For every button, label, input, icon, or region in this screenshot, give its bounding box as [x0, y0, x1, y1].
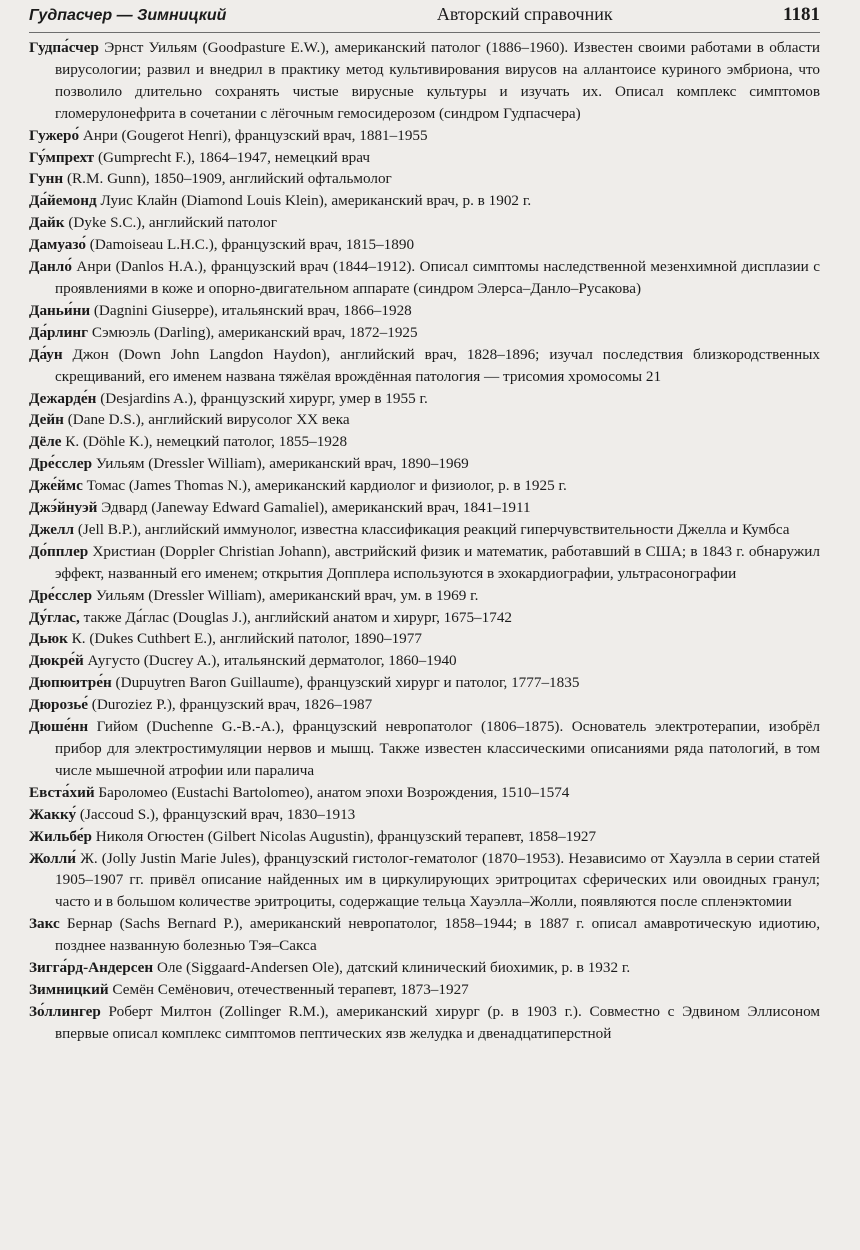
- entry-text: Томас (James Thomas N.), американский кардиолог и физиолог, р. в 1925 г.: [82, 477, 567, 495]
- dictionary-entry: [29, 607, 820, 629]
- dictionary-entry: [29, 431, 820, 453]
- dictionary-entry: [29, 804, 820, 826]
- entry-headword: Дюше́нн: [29, 718, 89, 736]
- entry-text: Анри (Danlos H.A.), французский врач (1844–1912). Описал симптомы наследственной мезенхимной дисплазии с проявлениями в коже и опорно-двигательном аппарате (синдром Элерса–Данло–Русакова): [55, 258, 820, 297]
- entry-text: Роберт Милтон (Zollinger R.M.), американский хирург (р. в 1903 г.). Совместно с Эдвином Эллисоном впервые описал комплекс симптомов пептических язв желудка и двенадцатиперстной: [55, 1002, 820, 1042]
- entry-text: Гийом (Duchenne G.-B.-A.), французский невропатолог (1806–1875). Основатель электротерапии, изобрёл прибор для электростимуляции нервов и мышц. Также известен классическими описаниями ряда патологий, в том числе мышечной атрофии или паралича: [55, 718, 820, 779]
- entry-headword: Да́рлинг: [29, 323, 89, 341]
- entry-text: (Damoiseau L.H.C.), французский врач, 1815–1890: [85, 236, 415, 254]
- dictionary-entry: [29, 672, 820, 694]
- entry-headword: Дюпюитре́н: [29, 674, 112, 692]
- entry-headword: Евста́хий: [29, 783, 95, 801]
- dictionary-entry: [29, 212, 820, 234]
- entry-headword: Гужеро́: [29, 126, 80, 144]
- entry-headword: Жакку́: [29, 805, 77, 823]
- entry-text: Аугусто (Ducrey A.), итальянский дерматолог, 1860–1940: [83, 652, 457, 670]
- entry-headword: Дре́сслер: [29, 455, 93, 473]
- entry-headword: Данло́: [29, 258, 72, 276]
- dictionary-entry: [29, 848, 820, 914]
- entry-headword: Зимницкий: [29, 980, 109, 998]
- dictionary-entry: [29, 497, 820, 519]
- dictionary-entry: [29, 147, 820, 169]
- entry-text: (Jell B.P.), английский иммунолог, известна классификация реакций гиперчувствительности Джелла и Кумбса: [74, 520, 790, 538]
- entry-headword: Дре́сслер: [29, 586, 93, 604]
- dictionary-entry: [29, 125, 820, 147]
- dictionary-entry: [29, 234, 820, 256]
- dictionary-entry: [29, 519, 820, 541]
- page-number: 1181: [783, 4, 820, 25]
- entry-text: (Dyke S.C.), английский патолог: [64, 214, 277, 232]
- entry-headword: Зо́ллингер: [29, 1002, 101, 1020]
- entry-text: Уильям (Dressler William), американский врач, ум. в 1969 г.: [92, 586, 479, 604]
- entry-headword: Гудпа́счер: [29, 39, 99, 56]
- entry-headword: Дже́ймс: [29, 477, 83, 495]
- entry-headword: Жолли́: [29, 849, 77, 867]
- entry-text: Семён Семёнович, отечественный терапевт, 1873–1927: [108, 980, 469, 998]
- entry-headword: Закс: [29, 915, 60, 933]
- entry-text: (R.M. Gunn), 1850–1909, английский офтальмолог: [63, 170, 392, 188]
- dictionary-entry: [29, 957, 820, 979]
- dictionary-entry: [29, 300, 820, 322]
- entry-text: Луис Клайн (Diamond Louis Klein), американский врач, р. в 1902 г.: [96, 192, 532, 210]
- dictionary-entry: [29, 541, 820, 585]
- entry-headword: Дьюк: [29, 630, 68, 648]
- entry-text: (Duroziez P.), французский врач, 1826–1987: [87, 696, 373, 714]
- entry-headword: Дейн: [29, 411, 64, 429]
- entry-text: Сэмюэль (Darling), американский врач, 1872–1925: [88, 323, 418, 341]
- entry-headword: Джелл: [29, 520, 75, 538]
- running-head-book-title: Авторский справочник: [436, 4, 613, 24]
- entry-headword: Да́йемонд: [29, 192, 97, 210]
- dictionary-entry: [29, 190, 820, 212]
- dictionary-entry: [29, 344, 820, 388]
- entry-text: Ж. (Jolly Justin Marie Jules), французский гистолог-гематолог (1870–1953). Независимо от Хауэлла в серии статей 1905–1907 гг. привёл описание найденных им в циркулирующих эритроцитах сферических или овоидных гранул; часто и в большом количестве эритроциты, содержащие тельца Хауэлла–Жолли, появляются после спленэктомии: [55, 849, 820, 911]
- dictionary-entry: [29, 782, 820, 804]
- entry-headword: Дамуазо́: [29, 236, 86, 254]
- entry-text: К. (Döhle K.), немецкий патолог, 1855–1928: [61, 433, 348, 451]
- dictionary-entry: [29, 1001, 820, 1045]
- entry-headword: Жильбе́р: [29, 827, 92, 845]
- entry-text: (Dagnini Giuseppe), итальянский врач, 1866–1928: [90, 301, 412, 319]
- dictionary-entry: [29, 453, 820, 475]
- entry-headword: Дайк: [29, 214, 65, 232]
- entry-text: (Desjardins A.), французский хирург, умер в 1955 г.: [96, 389, 428, 407]
- entry-text: Джон (Down John Langdon Haydon), английский врач, 1828–1896; изучал последствия близкородственных скрещиваний, его именем названа тяжёлая врождённая патология — трисомия хромосомы 21: [55, 345, 820, 385]
- entry-text: Бернар (Sachs Bernard P.), американский невропатолог, 1858–1944; в 1887 г. описал амавротическую идиотию, позднее названную болезнью Тэя–Сакса: [55, 915, 820, 955]
- dictionary-entry: [29, 628, 820, 650]
- entry-list: [29, 37, 820, 1045]
- running-head: [29, 4, 820, 33]
- entry-text: (Dupuytren Baron Guillaume), французский хирург и патолог, 1777–1835: [111, 674, 580, 692]
- entry-text: Оле (Siggaard-Andersen Ole), датский клинический биохимик, р. в 1932 г.: [153, 959, 631, 977]
- entry-text: (Jaccoud S.), французский врач, 1830–1913: [76, 805, 356, 823]
- entry-headword: Гунн: [29, 170, 64, 188]
- entry-text: (Gumprecht F.), 1864–1947, немецкий врач: [94, 148, 371, 166]
- entry-headword: До́пплер: [29, 542, 89, 560]
- entry-text: Бароломео (Eustachi Bartolomeo), анатом эпохи Возрождения, 1510–1574: [94, 783, 570, 801]
- entry-headword: Гу́мпрехт: [29, 148, 95, 166]
- entry-headword: Дёле: [29, 433, 62, 451]
- entry-text: Николя Огюстен (Gilbert Nicolas Augustin), французский терапевт, 1858–1927: [91, 827, 597, 845]
- entry-text: Христиан (Doppler Christian Johann), австрийский физик и математик, работавший в США; в 1843 г. обнаружил эффект, названный его именем; открытия Допплера используются в эхокардиографии, ультрасонографии: [55, 542, 820, 582]
- entry-headword: Джэ́йнуэй: [29, 499, 98, 517]
- dictionary-entry: [29, 913, 820, 957]
- dictionary-entry: [29, 168, 820, 190]
- dictionary-entry: [29, 585, 820, 607]
- entry-text: Эдвард (Janeway Edward Gamaliel), американский врач, 1841–1911: [97, 499, 531, 517]
- entry-text: (Dane D.S.), английский вирусолог XX века: [63, 411, 350, 429]
- dictionary-entry: [29, 716, 820, 782]
- entry-headword: Дюрозье́: [29, 696, 88, 714]
- entry-headword: Дежарде́н: [29, 389, 97, 407]
- dictionary-entry: [29, 388, 820, 410]
- entry-headword: Даньи́ни: [29, 301, 91, 319]
- dictionary-entry: [29, 409, 820, 431]
- entry-headword: Зигга́рд-Андерсен: [29, 959, 154, 977]
- entry-text: К. (Dukes Cuthbert E.), английский патолог, 1890–1977: [67, 630, 422, 648]
- entry-text: Уильям (Dressler William), американский врач, 1890–1969: [92, 455, 469, 473]
- dictionary-entry: [29, 979, 820, 1001]
- entry-text: также Да́глас (Douglas J.), английский анатом и хирург, 1675–1742: [79, 608, 513, 626]
- dictionary-entry: [29, 650, 820, 672]
- entry-text: Анри (Gougerot Henri), французский врач, 1881–1955: [79, 126, 428, 144]
- entry-headword: Ду́глас,: [29, 608, 80, 626]
- entry-headword: Дюкре́й: [29, 652, 84, 670]
- entry-headword: Да́ун: [29, 345, 63, 363]
- dictionary-entry: [29, 322, 820, 344]
- dictionary-entry: [29, 475, 820, 497]
- dictionary-entry: [29, 256, 820, 300]
- dictionary-entry: [29, 37, 820, 125]
- entry-text: Эрнст Уильям (Goodpasture E.W.), американский патолог (1886–1960). Известен своими работами в области вирусологии; развил и внедрил в практику метод культивирования вирусов на аллантоисе куриного эмбриона, что позволило длительно сохранять чистые вирусные культуры и изучать их. Описал комплекс симптомов гломерулонефрита в сочетании с лёгочным гемосидерозом (синдром Гудпасчера): [55, 39, 820, 122]
- dictionary-entry: [29, 694, 820, 716]
- running-head-range: Гудпасчер — Зимницкий: [29, 7, 227, 24]
- dictionary-entry: [29, 826, 820, 848]
